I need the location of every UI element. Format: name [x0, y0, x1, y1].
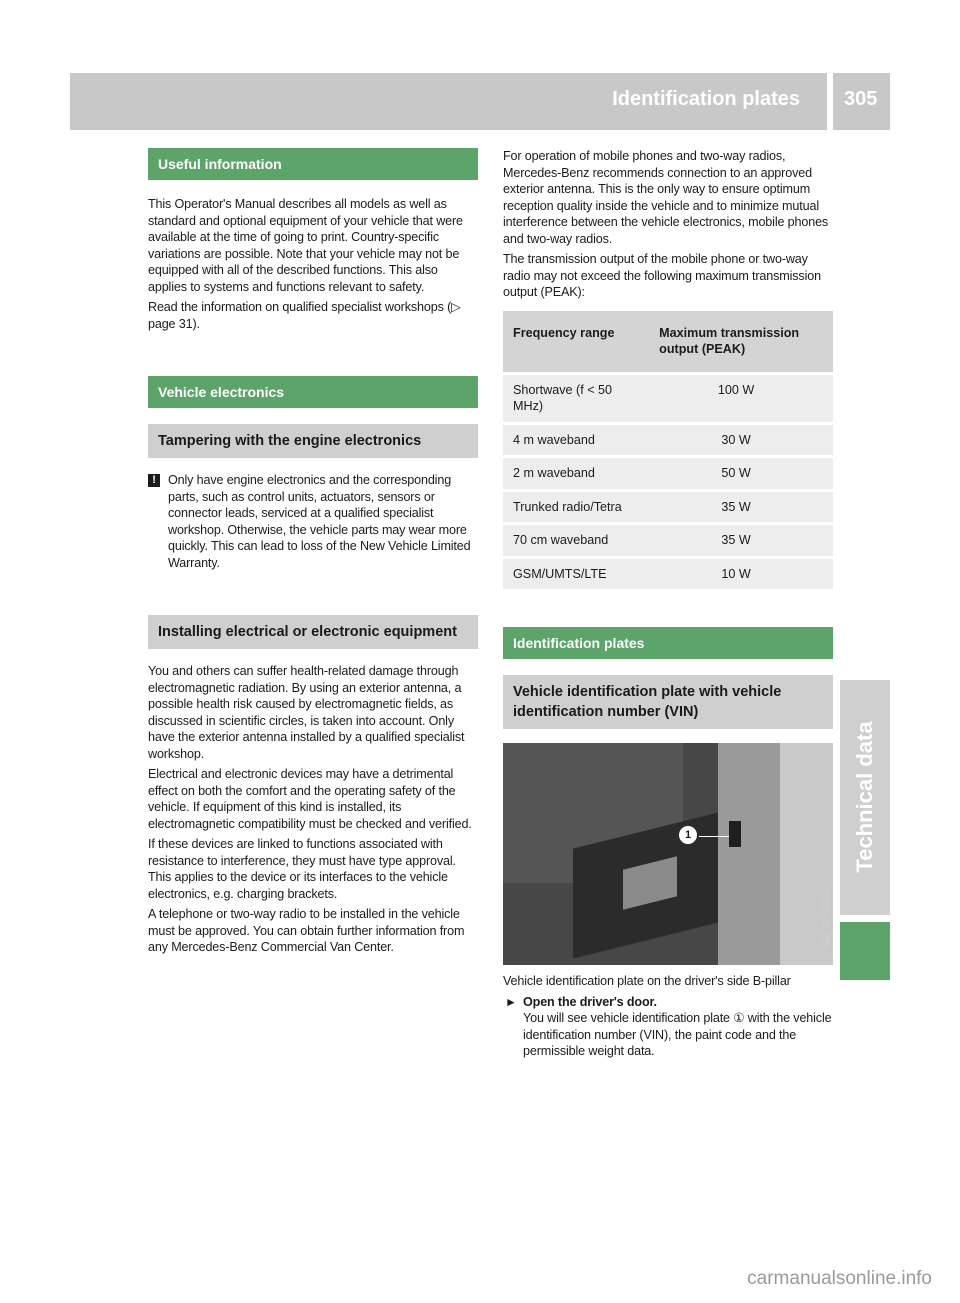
b-pillar-shape — [718, 743, 780, 965]
transmission-output-table — [503, 311, 833, 590]
side-chapter-tab — [840, 680, 890, 915]
paragraph: You and others can suffer health-related damage through electromagnetic radiation. By using an exterior antenna, a possible health risk caused by electromagnetic fields, as discussed in scientific circles, is taken into account. Only have the exterior antenna installed by a qualified specialist workshop. — [148, 664, 465, 761]
right-column — [503, 148, 833, 1064]
table-row — [503, 522, 833, 556]
table-header-row — [503, 311, 833, 372]
page-number: 305 — [844, 88, 878, 110]
table-header-output: Maximum transmission output (PEAK) — [637, 311, 833, 372]
step-arrow-icon: ► — [505, 994, 517, 1009]
step-text: You will see vehicle identification plate ① with the vehicle identification number (VIN), the paint code and the permissible weight data. — [523, 1011, 832, 1058]
table-cell-output: 35 W — [637, 489, 833, 523]
page-header-title: Identification plates — [612, 88, 800, 110]
subheading-installing-equipment: Installing electrical or electronic equipment — [148, 615, 478, 649]
table-row — [503, 422, 833, 456]
warning-note — [148, 472, 478, 571]
paragraph: For operation of mobile phones and two-way radios, Mercedes-Benz recommends connection to an approved exterior antenna. This is the only way to ensure optimum reception quality inside the vehicle and to minimize mutual interference between the vehicle electronics, mobile phones and two-way radios. — [503, 149, 829, 246]
left-column — [148, 148, 478, 960]
table-cell-output: 35 W — [637, 522, 833, 556]
table-row — [503, 556, 833, 590]
vin-plate-marker — [729, 821, 741, 847]
table-row — [503, 372, 833, 422]
paragraph: This Operator's Manual describes all models as well as standard and optional equipment of your vehicle that were available at the time of going to print. Country-specific variations are possible. Note that your vehicle may not be equipped with all of the described functions. This also applies to systems and functions relevant to safety. — [148, 197, 463, 294]
paragraph: The transmission output of the mobile phone or two-way radio may not exceed the following maximum transmission output (PEAK): — [503, 252, 821, 299]
subheading-vin-plate: Vehicle identification plate with vehicle identification number (VIN) — [503, 675, 833, 729]
table-cell-output: 100 W — [637, 372, 833, 422]
section-heading-vehicle-electronics: Vehicle electronics — [148, 376, 478, 408]
section-heading-identification-plates: Identification plates — [503, 627, 833, 659]
warning-text: Only have engine electronics and the corresponding parts, such as control units, actuators, sensors or connector leads, serviced at a qualified specialist workshop. Otherwise, the vehicle parts may wear more quickly. This can lead to loss of the New Vehicle Limited Warranty. — [168, 473, 471, 570]
callout-number: 1 — [679, 826, 697, 844]
table-header-frequency: Frequency range — [503, 311, 637, 372]
table-cell-range: GSM/UMTS/LTE — [503, 556, 637, 590]
table-cell-range: Shortwave (f < 50 MHz) — [503, 372, 637, 422]
table-row — [503, 455, 833, 489]
step-title: Open the driver's door. — [523, 994, 657, 1009]
warning-icon: ! — [148, 474, 160, 487]
image-caption: Vehicle identification plate on the driver's side B-pillar — [503, 974, 791, 988]
side-chapter-label: Technical data — [852, 721, 877, 873]
table-row — [503, 489, 833, 523]
table-cell-output: 10 W — [637, 556, 833, 590]
table-cell-range: 4 m waveband — [503, 422, 637, 456]
subheading-tampering: Tampering with the engine electronics — [148, 424, 478, 458]
image-reference-code: N00.10-3331-31 — [821, 882, 831, 948]
callout-line — [699, 836, 729, 837]
table-cell-output: 30 W — [637, 422, 833, 456]
table-cell-output: 50 W — [637, 455, 833, 489]
paragraph: Read the information on qualified specialist workshops (▷ page 31). — [148, 300, 461, 331]
table-cell-range: 2 m waveband — [503, 455, 637, 489]
header-divider — [827, 73, 833, 130]
paragraph: Electrical and electronic devices may have a detrimental effect on both the comfort and the operating safety of the vehicle. If equipment of this kind is installed, its electromagnetic compatibility must be checked and verified. — [148, 767, 472, 831]
side-chapter-marker — [840, 922, 890, 980]
table-cell-range: Trunked radio/Tetra — [503, 489, 637, 523]
paragraph: If these devices are linked to functions associated with resistance to interference, they must have type approval. This applies to the device or its interfaces to the vehicle electronics, e.g. charging brackets. — [148, 837, 456, 901]
paragraph: A telephone or two-way radio to be installed in the vehicle must be approved. You can obtain further information from any Mercedes-Benz Commercial Van Center. — [148, 907, 465, 954]
table-cell-range: 70 cm waveband — [503, 522, 637, 556]
watermark: carmanualsonline.info — [747, 1268, 932, 1289]
section-heading-useful-information: Useful information — [148, 148, 478, 180]
instruction-step — [503, 994, 833, 1060]
vin-plate-photo — [503, 743, 833, 965]
